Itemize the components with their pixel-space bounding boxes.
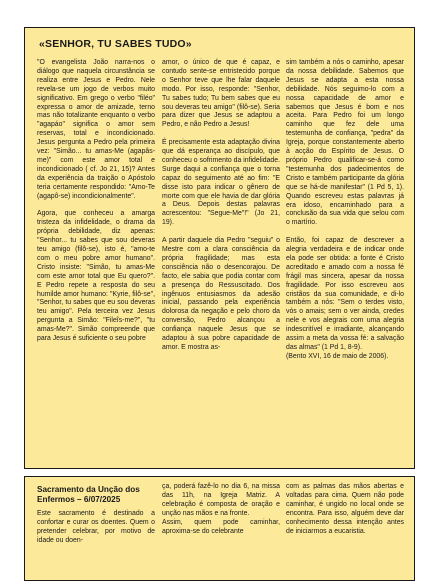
- paragraph: sim também a nós o caminho, apesar da nossa debilidade. Sabemos que Jesus se adapta a esta nossa debilidade. Nós seguimo-lo com a nossa capacidade de amor e sabemos que Jesus é bom e nos aceita. Para Pedro foi um longo caminho que fez dele uma testemunha de confiança, "pedra" da Igreja, porque constantemente aberto à acção do Espírito de Jesus. O próprio Pedro qualificar-se-á como "testemunha dos padecimentos de Cristo e também participante da glória que se há-de manifestar" (1 Pd 5, 1). Quando escreveu estas palavras já era idoso, encaminhado para a conclusão da sua vida que selou com o martírio.: [286, 59, 404, 227]
- paragraph: "O evangelista João narra-nos o diálogo que naquela circunstância se realiza entre Jesus e Pedro. Nele revela-se um jogo de verbos muito significativo. Em grego o verbo "filéo" expressa o amor de amizade, terno mas não totalizante enquanto o verbo "agapáo" significa o amor sem reservas, total e incondicionado. Jesus pergunta a Pedro pela primeira vez: "Simão... tu amas-Me (agapâs-me)" com este amor total e incondicionado ( cf. Jo 21, 15)? Antes da experiência da traição o Apóstolo teria certamente respondido: "Amo-Te (agapô-se) incondicionalmente".: [37, 59, 155, 200]
- announcement-title: Sacramento da Unção dos Enfermos – 6/07/2025: [37, 485, 140, 504]
- announcement-box: [24, 476, 415, 581]
- paragraph: Então, foi capaz de descrever a alegria verdadeira e de indicar onde ela pode ser obtida: a fonte é Cristo acreditado e amado com a nossa fé frágil mas sincera, apesar da nossa fragilidade. Por isso escreveu aos cristãos da sua comunidade, e di-lo também a nós: "Sem o terdes visto, vós o amais; sem o ver ainda, credes nele e vos alegrais com uma alegria indescritível e irradiante, alcançando assim a meta da vossa fé: a salvação das almas" (1 Pd 1, 8-9).: [286, 237, 404, 351]
- paragraph: amor, o único de que é capaz, e contudo sente-se entristecido porque o Senhor teve que lhe falar daquele modo. Por isso, responde: "Senhor, Tu sabes tudo; Tu bem sabes que eu sou deveras teu amigo" (filô-se). Seria para dizer que Jesus se adaptou a Pedro, e não Pedro a Jesus!: [162, 59, 280, 129]
- paragraph: A partir daquele dia Pedro "seguiu" o Mestre com a clara consciência da própria fragilidade; mas esta consciência não o desencorajou. De facto, ele sabia que podia contar com a presença do Ressuscitado. Dos ingênuos entusiasmos da adesão inicial, passando pela experiência dolorosa da negação e pelo choro da conversão, Pedro alcançou a confiança naquele Jesus que se adaptou à sua pobre capacidade de amor. E mostra as-: [162, 237, 280, 351]
- article-column-3: [286, 59, 404, 362]
- article-box: [24, 27, 415, 469]
- paragraph: ça, poderá fazê-lo no dia 6, na missa das 11h, na Igreja Matriz. A celebração é composta de oração e unção nas mãos e na fronte.: [162, 483, 280, 517]
- paragraph: com as palmas das mãos abertas e voltadas para cima. Quem não pode caminhar, é ungido no local onde se encontra. Para isso, alguém deve dar conhecimento dessa intenção antes de iniciarmos a eucaristia.: [286, 483, 404, 535]
- announcement-column-2: [162, 483, 280, 536]
- announcement-column-3: [286, 483, 404, 536]
- article-column-2: [162, 59, 280, 353]
- paragraph: Assim, quem pode caminhar, aproxima-se do celebrante: [162, 518, 280, 535]
- paragraph: Agora, que conheceu a amarga tristeza da infidelidade, o drama da própria debilidade, diz apenas: "Senhor... tu sabes que sou deveras teu amigo (filô-se), isto é, "amo-te com o meu pobre amor humano". Cristo insiste: "Simão, tu amas-Me com este amor total que Eu quero?". E Pedro repete a resposta do seu humilde amor humano: "Kyrie, filô-se", "Senhor, tu sabes que eu sou deveras teu amigo". Pela terceira vez Jesus pergunta a Simão: "Fileîs-me?", "tu amas-Me?". Simão compreende que para Jesus é suficiente o seu pobre: [37, 210, 155, 343]
- announcement-column-1: [37, 510, 155, 546]
- article-title: «SENHOR, TU SABES TUDO»: [39, 38, 192, 50]
- citation: (Bento XVI, 16 de maio de 2006).: [286, 352, 389, 360]
- article-column-1: [37, 59, 155, 344]
- paragraph: Este sacramento é destinado a confortar e curar os doentes. Quem o pretender celebrar, por motivo de idade ou doen-: [37, 510, 155, 544]
- paragraph: É precisamente esta adaptação divina que dá esperança ao discípulo, que conheceu o sofrimento da infidelidade. Surge daqui a confiança que o torna capaz do seguimento até ao fim: "E disse isto para indicar o gênero de morte com que ele havia de dar glória a Deus. Depois destas palavras acrescentou: "Segue-Me"!" (Jo 21, 19).: [162, 139, 280, 227]
